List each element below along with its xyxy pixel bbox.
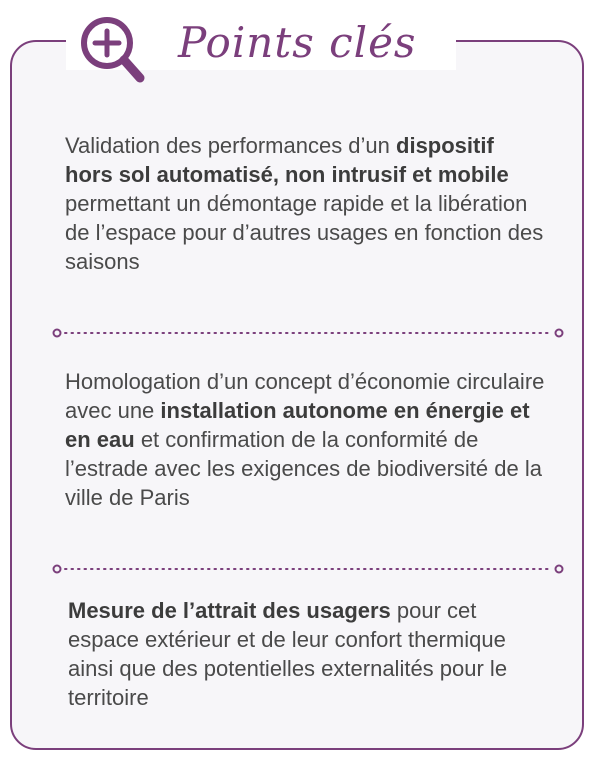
point-emphasis: Mesure de l’attrait des usagers	[68, 598, 391, 623]
point-text: permettant un démontage rapide et la libération de l’espace pour d’autres usages en fonction des saisons	[65, 191, 544, 274]
dotted-divider	[51, 563, 565, 575]
point-text: pour cet espace extérieur et de leur confort thermique ainsi que des potentielles externalités pour le territoire	[68, 598, 508, 710]
card-title: Points clés	[178, 18, 417, 67]
point-text: et confirmation de la conformité de l’estrade avec les exigences de biodiversité de la ville de Paris	[65, 427, 542, 510]
point-text: Validation des performances d’un	[65, 133, 397, 158]
dotted-divider	[51, 327, 565, 339]
key-point	[65, 367, 545, 512]
key-point	[68, 596, 548, 712]
key-point	[65, 131, 545, 276]
point-text: Homologation d’un concept d’économie circulaire avec une	[65, 369, 545, 423]
point-emphasis: installation autonome en énergie et en eau	[65, 398, 530, 452]
magnifier-plus-icon	[76, 12, 146, 86]
point-emphasis: dispositif hors sol automatisé, non intrusif et mobile	[65, 133, 509, 187]
